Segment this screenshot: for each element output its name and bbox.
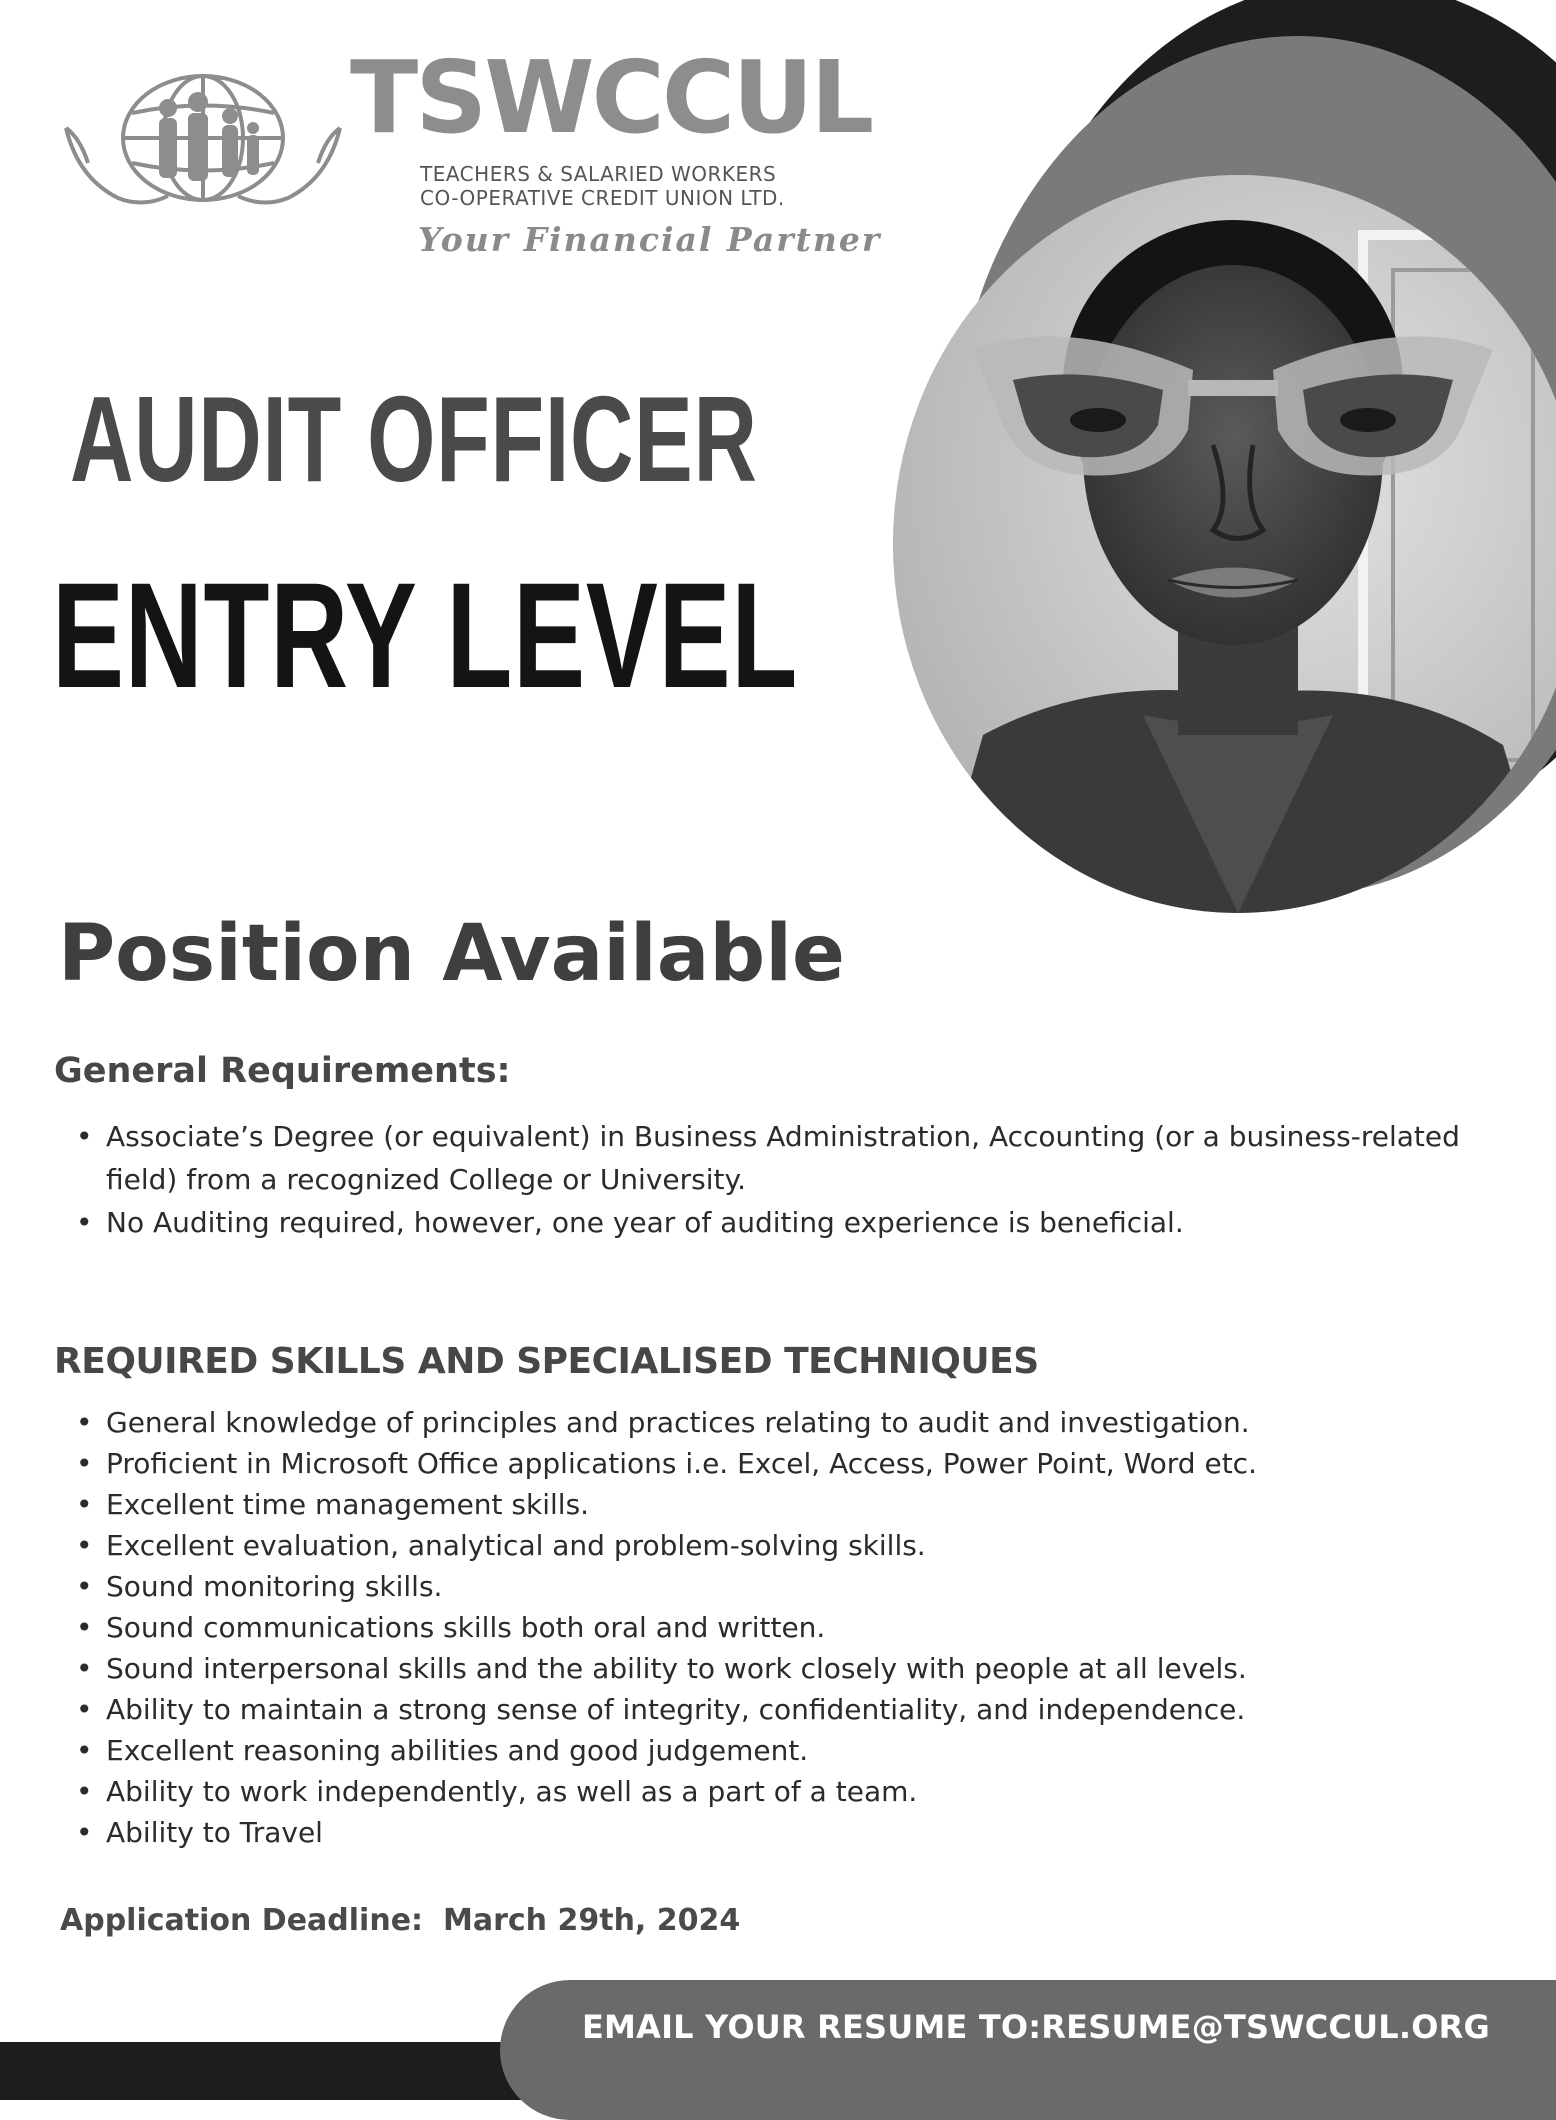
- footer-email-banner: [500, 1980, 1556, 2120]
- list-item: • Excellent evaluation, analytical and problem-solving skills.: [54, 1525, 1494, 1566]
- general-requirements-heading: General Requirements:: [54, 1051, 511, 1091]
- list-item: • General knowledge of principles and practices relating to audit and investigation.: [54, 1402, 1494, 1443]
- list-item: • Ability to work independently, as well as a part of a team.: [54, 1771, 1494, 1812]
- list-item: • Sound monitoring skills.: [54, 1566, 1494, 1607]
- position-available-heading: Position Available: [58, 909, 845, 999]
- list-item: • Sound communications skills both oral and written.: [54, 1607, 1494, 1648]
- brand-subtitle-line-2: CO-OPERATIVE CREDIT UNION LTD.: [420, 186, 785, 210]
- list-item: • Ability to maintain a strong sense of integrity, confidentiality, and independence.: [54, 1689, 1494, 1730]
- globe-family-hands-icon: [58, 68, 348, 216]
- list-item: • Associate’s Degree (or equivalent) in Business Administration, Accounting (or a business-related field) from a recognized College or University.: [54, 1115, 1494, 1201]
- brand-subtitle-line-1: TEACHERS & SALARIED WORKERS: [420, 162, 777, 186]
- required-skills-list: [54, 1402, 1494, 1853]
- job-title: AUDIT OFFICER: [70, 371, 758, 507]
- list-item: • Excellent time management skills.: [54, 1484, 1494, 1525]
- list-item: • Proficient in Microsoft Office applications i.e. Excel, Access, Power Point, Word etc.: [54, 1443, 1494, 1484]
- list-item: • No Auditing required, however, one year of auditing experience is beneficial.: [54, 1201, 1494, 1244]
- deadline-value: March 29th, 2024: [443, 1903, 741, 1938]
- list-item: • Excellent reasoning abilities and good judgement.: [54, 1730, 1494, 1771]
- list-item: • Ability to Travel: [54, 1812, 1494, 1853]
- list-item: • Sound interpersonal skills and the ability to work closely with people at all levels.: [54, 1648, 1494, 1689]
- general-requirements-list: [54, 1115, 1494, 1244]
- job-level: ENTRY LEVEL: [52, 551, 799, 719]
- required-skills-heading: REQUIRED SKILLS AND SPECIALISED TECHNIQUES: [54, 1341, 1039, 1382]
- deadline-label: Application Deadline:: [60, 1903, 424, 1938]
- portrait-photo: [893, 175, 1556, 913]
- brand-tagline: Your Financial Partner: [418, 220, 882, 259]
- brand-name: TSWCCUL: [350, 39, 872, 156]
- footer-email-text[interactable]: EMAIL YOUR RESUME TO:RESUME@TSWCCUL.ORG: [582, 2008, 1490, 2046]
